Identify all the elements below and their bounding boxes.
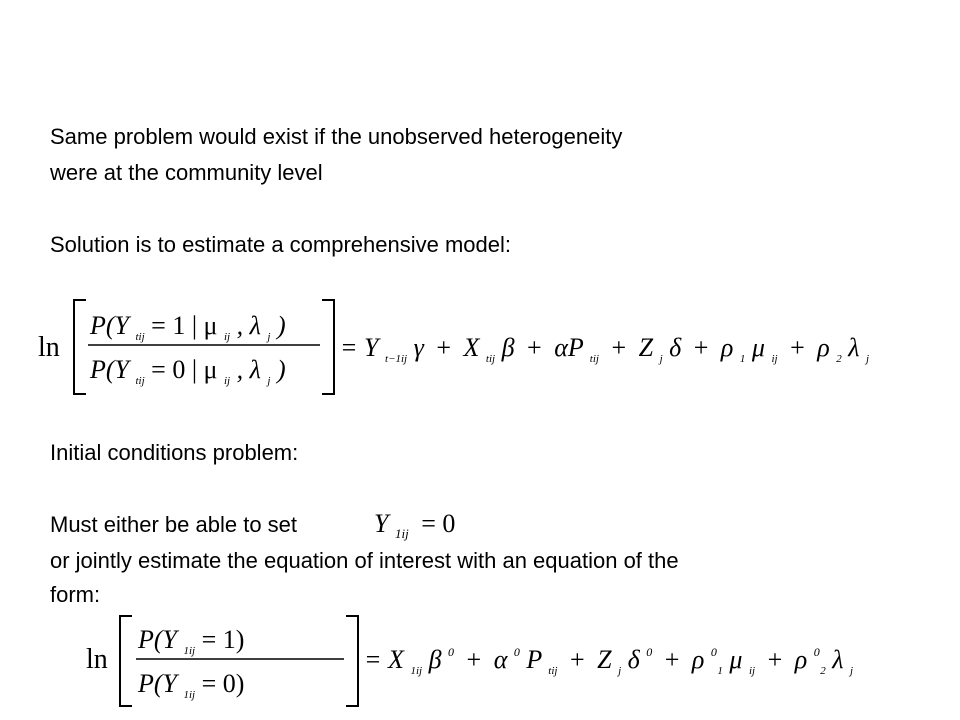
- initial-condition-equation: [370, 500, 490, 544]
- eq2-plus-1: +: [466, 645, 482, 674]
- eq1-plus-5: +: [790, 333, 805, 362]
- svg-text:P(Y tij = 0 | μ: [89, 355, 286, 390]
- eq1-p-sub: tij: [589, 353, 599, 365]
- eq2-den-head: P(Y: [138, 669, 177, 698]
- eq2-beta: β: [428, 645, 442, 674]
- eq1-den-close: ): [276, 355, 286, 384]
- eq1-rho-2: ρ: [817, 333, 830, 362]
- eq2-num-head: P(Y: [138, 625, 177, 654]
- eq1-z: Z: [638, 333, 654, 362]
- right-bracket-2: [346, 616, 358, 706]
- eq2-rhs-x: = X: [364, 645, 404, 674]
- eq2-den-sub: 1ij: [183, 689, 196, 701]
- eq2-mu: μ: [729, 645, 743, 674]
- eq2-rho-1-sup: 0: [710, 645, 717, 659]
- set-eq-sub: 1ij: [394, 526, 409, 541]
- eq1-den-lambda: , λ: [236, 355, 261, 384]
- svg-text:= Y t−1ij γ: [340, 333, 869, 368]
- right-bracket: [322, 300, 334, 394]
- paragraph-jointly-estimate: or jointly estimate the equation of interest with an equation of the: [50, 548, 679, 573]
- paragraph-form: form:: [50, 582, 101, 607]
- left-bracket-2: [120, 616, 132, 706]
- paragraph-heterogeneity-line-2: were at the community level: [50, 160, 323, 185]
- eq2-rho-2: ρ: [794, 645, 808, 674]
- eq2-rho-2-sub: 2: [820, 665, 826, 677]
- eq1-mu-sub: ij: [771, 353, 778, 365]
- eq1-num-lambda: , λ: [236, 311, 261, 340]
- eq1-den-cond: = 0 | μ: [151, 355, 218, 384]
- eq1-num-head: P(Y: [90, 311, 129, 340]
- eq1-plus-1: +: [436, 333, 452, 362]
- eq1-plus-4: +: [693, 333, 709, 362]
- eq1-mu: μ: [751, 333, 765, 362]
- eq2-z: Z: [597, 645, 612, 674]
- eq2-plus-4: +: [767, 645, 783, 674]
- svg-text:= X 1ij β 0: [364, 633, 853, 680]
- eq1-den-head: P(Y: [90, 355, 129, 384]
- eq1-gamma: γ: [413, 333, 424, 362]
- paragraph-solution: Solution is to estimate a comprehensive model:: [50, 232, 512, 257]
- eq1-plus-3: +: [611, 333, 627, 362]
- eq1-num-mu-sub: ij: [223, 331, 231, 343]
- paragraph-initial-conditions: Initial conditions problem:: [50, 440, 299, 465]
- eq1-den-sub: tij: [135, 375, 145, 387]
- eq2-mu-sub: ij: [748, 665, 756, 677]
- eq1-delta: δ: [669, 333, 682, 362]
- svg-text:P(Y 1ij = 1): [137, 625, 244, 660]
- eq1-x-sub: tij: [485, 353, 496, 365]
- eq2-plus-2: +: [569, 645, 585, 674]
- eq2-delta-sup: 0: [646, 645, 653, 659]
- eq1-rhs-y-sub: t−1ij: [385, 353, 408, 365]
- paragraph-must-set: Must either be able to set: [50, 512, 298, 537]
- eq1-lambda-sub: j: [866, 353, 870, 365]
- eq1-alpha-p: αP: [554, 333, 584, 362]
- eq2-alpha-sup: 0: [513, 645, 520, 659]
- eq1-rho-1-sub: 1: [739, 353, 746, 365]
- ln-symbol: ln: [38, 332, 60, 363]
- eq2-x-sub: 1ij: [410, 665, 423, 677]
- eq1-den-mu-sub: ij: [223, 375, 231, 387]
- svg-text:P(Y 1ij = 0): [137, 669, 244, 704]
- eq2-num-sub: 1ij: [183, 645, 196, 657]
- eq1-x: X: [463, 333, 480, 362]
- left-bracket: [74, 300, 86, 394]
- ln-symbol-2: ln: [86, 644, 108, 675]
- eq1-plus-2: +: [527, 333, 542, 362]
- eq2-den-tail: = 0): [201, 669, 245, 698]
- eq1-num-close: ): [276, 311, 286, 340]
- eq1-rhs-y: = Y: [340, 333, 379, 362]
- eq1-rho-1: ρ: [720, 333, 734, 362]
- eq2-rho-1-sub: 1: [717, 665, 723, 677]
- set-eq-rest: = 0: [421, 509, 456, 538]
- comprehensive-model-equation: [30, 290, 870, 400]
- eq1-lambda: λ: [848, 333, 860, 362]
- eq2-p-sub: tij: [548, 665, 558, 677]
- eq2-alpha: α: [493, 645, 508, 674]
- eq2-delta: δ: [627, 645, 640, 674]
- eq2-beta-sup: 0: [448, 645, 455, 659]
- eq2-rho-2-sup: 0: [813, 645, 820, 659]
- eq1-z-sub: j: [659, 353, 663, 365]
- eq1-num-cond: = 1 | μ: [151, 311, 218, 340]
- eq2-num-tail: = 1): [201, 625, 245, 654]
- eq2-lambda: λ: [832, 645, 844, 674]
- eq2-rho-1: ρ: [691, 645, 705, 674]
- eq1-num-sub: tij: [135, 331, 145, 343]
- set-eq-y: Y: [374, 509, 389, 538]
- eq2-plus-3: +: [664, 645, 680, 674]
- eq2-p: P: [526, 645, 542, 674]
- eq1-beta: β: [501, 333, 515, 362]
- eq2-z-sub: j: [618, 665, 622, 677]
- eq1-rho-2-sub: 2: [836, 353, 842, 365]
- svg-text:Y 1ij = 0: [374, 509, 455, 544]
- eq1-num-lambda-sub: j: [267, 331, 271, 343]
- paragraph-heterogeneity-line-1: Same problem would exist if the unobserved heterogeneity: [50, 124, 623, 149]
- svg-text:P(Y tij = 1 | μ: [89, 311, 286, 346]
- eq2-lambda-sub: j: [850, 665, 854, 677]
- initial-conditions-equation: [82, 608, 854, 712]
- eq1-den-lambda-sub: j: [267, 375, 271, 387]
